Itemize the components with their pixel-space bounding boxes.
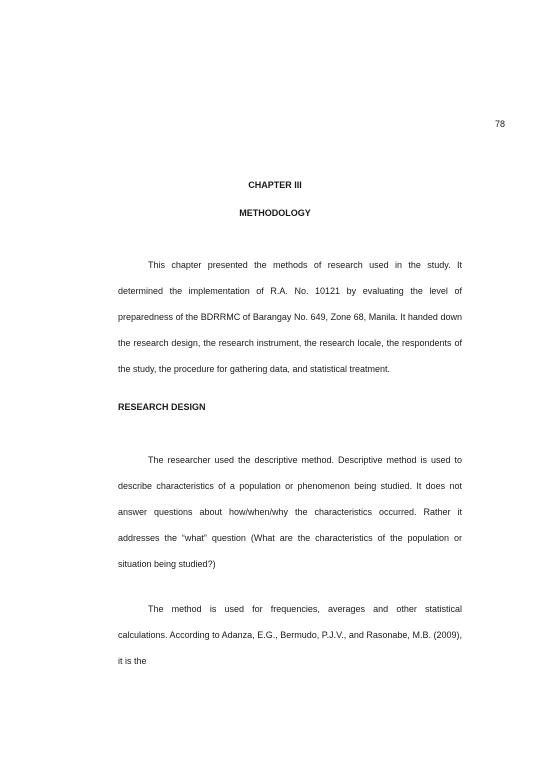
intro-paragraph: This chapter presented the methods of research used in the study. It determined the implementation of R.A. No. 10121 by evaluating the level of preparedness of the BDRRMC of Barangay No. 649, Zone 68, Manila. It handed down the research design, the research instrument, the research locale, the respondents of the study, the procedure for gathering data, and statistical treatment. <box>118 260 462 374</box>
method-paragraph: The method is used for frequencies, averages and other statistical calculations. According to Adanza, E.G., Bermudo, P.J.V., and Rasonabe, M.B. (2009), it is the <box>118 604 462 666</box>
chapter-label: CHAPTER III <box>248 180 302 190</box>
research-design-paragraph: The researcher used the descriptive method. Descriptive method is used to describe characteristics of a population or phenomenon being studied. It does not answer questions about how/when/why the characteristics occurred. Rather it addresses the “what” question (What are the characteristics of the population or situation being studied?) <box>118 455 462 569</box>
section-heading-research-design: RESEARCH DESIGN <box>118 402 206 412</box>
page-number: 78 <box>494 119 505 129</box>
chapter-title: METHODOLOGY <box>239 208 311 218</box>
